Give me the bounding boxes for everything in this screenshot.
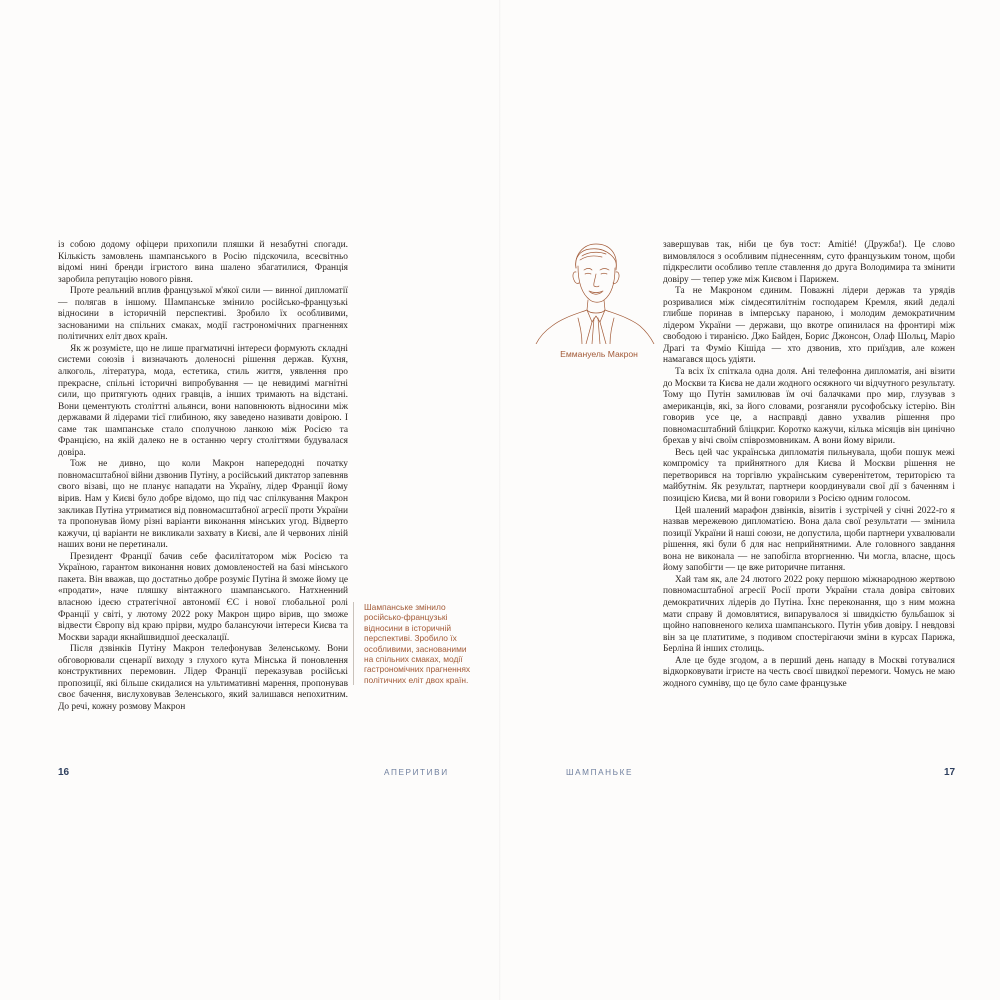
paragraph: Та не Макроном єдиним. Поважні лідери держав та урядів розривалися між сімдесятилітнім господарем Кремля, який дедалі глибше поринав в імперську параною, і молодим демократичним лідером України — держави, що вкотре опинилася на фронтирі між свободою і тиранією. Джо Байден, Борис Джонсон, Олаф Шольц, Маріо Драгі та Фуміо Кішіда — хто дзвонив, хто приїздив, але кожен намагався щось удіяти. (663, 286, 955, 366)
left-page-text (58, 240, 348, 713)
paragraph: із собою додому офіцери прихопили пляшки й незабутні спогади. Кількість замовлень шампанського в Росію підскочила, всесвітньо відомі нині бренди ігристого вина шалено збагатилися, Франція заробила репутацію нового рівня. (58, 240, 348, 285)
gutter-shadow (499, 0, 501, 1000)
paragraph: Хай там як, але 24 лютого 2022 року першою міжнародною жертвою повномасштабної агресії Росії проти України стала довіра світових демократичних лідерів до Путіна. Їхнє переконання, що з ним можна мати справу й домовлятися, випарувалося зі швидкістю бульбашок зі щойно наповненого келиха шампанського. Путін убив довіру. І невдовзі він за це платитиме, з подивом спостерігаючи зміни в курсах Парижа, Берліна й інших столиць. (663, 574, 955, 655)
portrait-illustration-icon (532, 238, 656, 344)
paragraph: Як ж розумієте, що не лише прагматичні інтереси формують складні системи союзів і визначають доленосні рішення держав. Кухня, алкоголь, література, мода, естетика, стиль життя, уявлення про прекрасне, спільні історичні випробування — це невидимі магнітні сили, що притягують одних гравців, а інших тримають на відстані. Вони цементують століттні альянси, вони наповнюють відносини між державами й лідерами тієї глибиною, яку заведено називати довірою. І саме так шампанське стало сполучною ланкою між Росією та Францією, на якій далеко не в останню чергу століттями будувалася довіра. (58, 343, 348, 458)
paragraph: Цей шалений марафон дзвінків, візитів і зустрічей у січні 2022-го я назвав мережевою дипломатією. Вона дала свої результати — змінила позиції України й наші союзи, не допустила, щоби партнери ухвалювали рішення, які були б для нас неприйнятними. Але головного завдання вона не виконала — не запобігла вторгненню. Чи могла, власне, щось йому запобігти — це вже риторичне питання. (663, 505, 955, 574)
right-page-text (663, 240, 955, 690)
paragraph: Президент Франції бачив себе фасилітатором між Росією та Україною, гарантом виконання нових домовленостей на базі мінського пакета. Він вважав, що достатньо добре розуміє Путіна й зможе йому це «продати», наче пляшку вінтажного шампанського. Натхненний власною ідеєю стратегічної автономії ЄС і нової глобальної ролі Франції у світі, у лютому 2022 року Макрон щиро вірив, що зможе відвести Європу від краю прірви, мудро балансуючи інтереси Києва та Москви заради якнайшвидшої деескалації. (58, 551, 348, 643)
page-number-left: 16 (58, 767, 70, 778)
paragraph: Та всіх їх спіткала одна доля. Ані телефонна дипломатія, ані візити до Москви та Києва не дали жодного осяжного чи відчутного результату. Тому що Путін замилював їм очі балачками про мир, глузував з американців, які, за його словами, розганяли русофобську істерію. Він говорив усе це, а насправді давно ухвалив рішення про повномасштабний бліцкриг. Коротко кажучи, кілька місяців він цинічно брехав у вічі своїм співрозмовникам. А вони йому вірили. (663, 367, 955, 447)
running-head-left: АПЕРИТИВИ (384, 768, 449, 777)
pull-quote: Шампанське змінило російсько-французькі відносини в історичній перспективі. Зробило їх особливими, заснованими на спільних смаках, модії гастрономічних прагненнях політичних еліт двох країн. (353, 602, 474, 685)
running-head-right: ШАМПАНЬКЕ (566, 768, 634, 777)
paragraph: Весь цей час українська дипломатія пильнувала, щоби пошук межі компромісу та прийнятного для Києва й Москви рішення не перетворився на торгівлю українським суверенітетом, територією та майбутнім. Як результат, партнери координували свої дії з баченням і позицією Києва, ми й вони говорили з Росією одним голосом. (663, 447, 955, 505)
paragraph: завершував так, ніби це був тост: Amitié! (Дружба!). Це слово вимовлялося з особливим піднесенням, суто французьким тоном, щоби підкреслити особливо тепле ставлення до друга Володимира та змінити довіру — тепер уже між Києвом і Парижем. (663, 240, 955, 285)
paragraph: Тож не дивно, що коли Макрон напередодні початку повномасштабної війни дзвонив Путіну, а російський диктатор запевняв свого візаві, що не планує нападати на Україну, лідер Франції йому вірив. Нам у Києві було добре відомо, що під час спілкування Макрон закликав Путіна утриматися від повномасштабної агресії проти України та пропонував йому різні варіанти виконання мінських угод. Відверто кажучи, ці варіанти не викликали захвату в Києві, але й червоних ліній наших вони не перетинали. (58, 459, 348, 551)
page-number-right: 17 (944, 767, 956, 778)
paragraph: Після дзвінків Путіну Макрон телефонував Зеленському. Вони обговорювали сценарії виходу з глухого кута Мінська й поновлення конструктивних перемовин. Лідер Франції переказував російські пропозиції, які більше скидалися на ультимативні марення, пропонував своє бачення, вислуховував Зеленського, який залишався непохитним. До речі, кожну розмову Макрон (58, 644, 348, 712)
paragraph: Проте реальний вплив французької м'якої сили — винної дипломатії — полягав в іншому. Шампанське змінило російсько-французькі відносини в історичній перспективі. Зробило їх особливими, заснованими на спільних смаках, модії гастрономічних прагненнях політичних еліт двох країн. (58, 286, 348, 343)
paragraph: Але це буде згодом, а в перший день нападу в Москві готувалися відкорковувати ігристе на честь своєї швидкої перемоги. Чомусь не маю жодного сумніву, що це було саме французьке (663, 655, 955, 689)
portrait-caption: Еммануель Макрон (560, 349, 638, 359)
